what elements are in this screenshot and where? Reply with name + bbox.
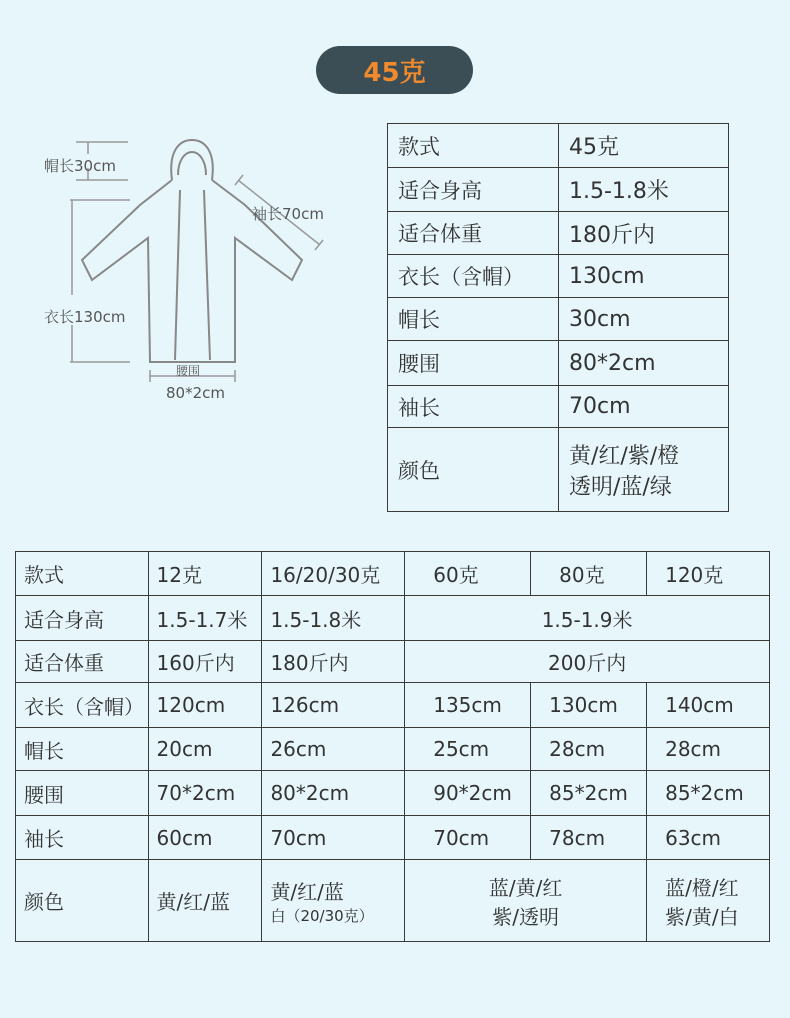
weight-badge: 45克 [316, 46, 473, 94]
spec-label: 衣长（含帽） [388, 255, 559, 298]
body-length-label: 衣长130cm [44, 308, 126, 326]
color-line-2: 紫/透明 [492, 904, 560, 929]
spec-value: 80*2cm [559, 341, 729, 386]
waist-label: 腰围 [176, 364, 201, 378]
cell: 126cm [262, 683, 405, 728]
cell: 85*2cm [647, 771, 770, 816]
row-label: 颜色 [16, 860, 149, 942]
table-row [388, 341, 729, 386]
spec-value: 45克 [559, 124, 729, 168]
table-row [16, 816, 770, 860]
table-row [388, 255, 729, 298]
row-label: 款式 [16, 552, 149, 596]
spec-label: 款式 [388, 124, 559, 168]
hood-length-label: 帽长30cm [44, 157, 116, 175]
cell: 130cm [531, 683, 647, 728]
cell: 80*2cm [262, 771, 405, 816]
cell: 135cm [405, 683, 531, 728]
cell: 25cm [405, 728, 531, 771]
cell: 28cm [647, 728, 770, 771]
cell: 85*2cm [531, 771, 647, 816]
cell: 60cm [148, 816, 262, 860]
spec-value: 180斤内 [559, 212, 729, 255]
cell: 60克 [405, 552, 531, 596]
spec-label: 颜色 [388, 428, 559, 512]
cell [262, 860, 405, 942]
row-label: 袖长 [16, 816, 149, 860]
raincoat-diagram [30, 120, 360, 420]
spec-value: 1.5-1.8米 [559, 168, 729, 212]
cell: 1.5-1.8米 [262, 596, 405, 641]
spec-label: 腰围 [388, 341, 559, 386]
cell: 1.5-1.9米 [405, 596, 770, 641]
spec-value: 30cm [559, 298, 729, 341]
cell: 160斤内 [148, 641, 262, 683]
color-line-1: 黄/红/紫/橙 [569, 443, 680, 469]
color-line-1: 蓝/黄/红 [488, 875, 563, 900]
row-label: 衣长（含帽） [16, 683, 149, 728]
spec-value: 70cm [559, 386, 729, 428]
table-row [388, 428, 729, 512]
color-line-2: 透明/蓝/绿 [569, 474, 672, 500]
spec-label: 帽长 [388, 298, 559, 341]
row-label: 腰围 [16, 771, 149, 816]
table-row [16, 552, 770, 596]
cell: 120克 [647, 552, 770, 596]
spec-label: 袖长 [388, 386, 559, 428]
cell: 90*2cm [405, 771, 531, 816]
waist-value-label: 80*2cm [166, 384, 225, 402]
table-row [16, 728, 770, 771]
cell: 70*2cm [148, 771, 262, 816]
cell: 140cm [647, 683, 770, 728]
sleeve-length-label: 袖长70cm [252, 205, 324, 223]
cell: 70cm [405, 816, 531, 860]
spec-table [387, 123, 729, 512]
color-line-1: 黄/红/蓝 [270, 879, 344, 904]
table-row [388, 298, 729, 341]
cell: 12克 [148, 552, 262, 596]
color-line-1: 蓝/橙/红 [665, 875, 739, 900]
cell: 200斤内 [405, 641, 770, 683]
size-table [15, 551, 770, 942]
cell: 70cm [262, 816, 405, 860]
cell: 1.5-1.7米 [148, 596, 262, 641]
cell: 16/20/30克 [262, 552, 405, 596]
row-label: 适合身高 [16, 596, 149, 641]
cell [405, 860, 647, 942]
row-label: 帽长 [16, 728, 149, 771]
table-row [16, 641, 770, 683]
cell: 20cm [148, 728, 262, 771]
cell: 黄/红/蓝 [148, 860, 262, 942]
spec-value [559, 428, 729, 512]
cell: 28cm [531, 728, 647, 771]
table-row [16, 771, 770, 816]
cell: 180斤内 [262, 641, 405, 683]
cell [647, 860, 770, 942]
cell: 63cm [647, 816, 770, 860]
cell: 120cm [148, 683, 262, 728]
table-row [388, 386, 729, 428]
table-row [388, 124, 729, 168]
spec-label: 适合身高 [388, 168, 559, 212]
color-line-2: 紫/黄/白 [665, 904, 739, 929]
table-row [16, 860, 770, 942]
table-row [388, 212, 729, 255]
cell: 80克 [531, 552, 647, 596]
table-row [388, 168, 729, 212]
cell: 78cm [531, 816, 647, 860]
spec-value: 130cm [559, 255, 729, 298]
row-label: 适合体重 [16, 641, 149, 683]
cell: 26cm [262, 728, 405, 771]
spec-label: 适合体重 [388, 212, 559, 255]
color-line-2: 白（20/30克） [270, 906, 374, 925]
table-row [16, 683, 770, 728]
table-row [16, 596, 770, 641]
